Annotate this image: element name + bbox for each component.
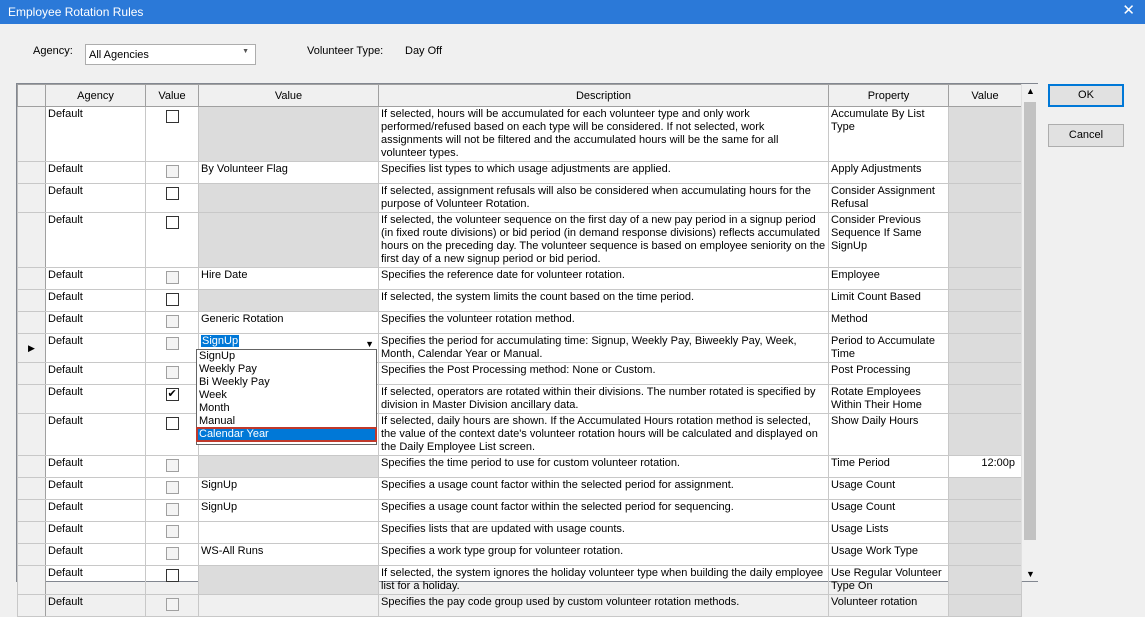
- row-selector[interactable]: [18, 456, 46, 478]
- row-selector[interactable]: [18, 312, 46, 334]
- agency-cell[interactable]: Default: [46, 107, 146, 162]
- value-cell[interactable]: [199, 107, 379, 162]
- value-checkbox-cell[interactable]: [146, 544, 199, 566]
- row-selector[interactable]: [18, 268, 46, 290]
- value-checkbox-cell[interactable]: [146, 566, 199, 595]
- description-cell: Specifies the reference date for volunteer rotation.: [379, 268, 829, 290]
- value-checkbox-cell[interactable]: [146, 595, 199, 617]
- row-selector[interactable]: [18, 184, 46, 213]
- table-row[interactable]: [18, 500, 1022, 522]
- close-icon[interactable]: ✕: [1122, 2, 1135, 19]
- agency-cell[interactable]: Default: [46, 522, 146, 544]
- property-cell: Post Processing: [829, 363, 949, 385]
- table-row[interactable]: [18, 334, 1022, 363]
- value-checkbox[interactable]: [166, 366, 179, 379]
- cancel-button[interactable]: Cancel: [1048, 124, 1124, 147]
- value-checkbox[interactable]: [166, 598, 179, 611]
- property-cell: Method: [829, 312, 949, 334]
- agency-label: Agency:: [33, 45, 73, 57]
- column-header-agency[interactable]: Agency: [46, 85, 146, 107]
- table-row[interactable]: [18, 213, 1022, 268]
- agency-cell[interactable]: Default: [46, 414, 146, 456]
- agency-cell[interactable]: Default: [46, 162, 146, 184]
- value-checkbox[interactable]: [166, 459, 179, 472]
- description-cell: Specifies the time period to use for custom volunteer rotation.: [379, 456, 829, 478]
- value-cell[interactable]: [199, 312, 379, 334]
- property-cell: Employee: [829, 268, 949, 290]
- title-bar: [0, 0, 1145, 24]
- value-checkbox[interactable]: [166, 481, 179, 494]
- agency-cell[interactable]: Default: [46, 500, 146, 522]
- property-value-cell[interactable]: 12:00p: [949, 456, 1022, 478]
- table-row[interactable]: [18, 385, 1022, 414]
- property-value-cell[interactable]: [949, 544, 1022, 566]
- description-cell: If selected, daily hours are shown. If the Accumulated Hours rotation method is selected, the value of the context date's volunteer rotation hours will be calculated and displayed on the Daily Employee List screen.: [379, 414, 829, 456]
- table-row[interactable]: [18, 414, 1022, 456]
- property-cell: Consider Previous Sequence If Same SignUp: [829, 213, 949, 268]
- value-cell[interactable]: [199, 162, 379, 184]
- value-checkbox[interactable]: [166, 187, 179, 200]
- description-cell: If selected, the system limits the count based on the time period.: [379, 290, 829, 312]
- value-checkbox[interactable]: [166, 293, 179, 306]
- dropdown-option[interactable]: SignUp: [199, 350, 236, 362]
- value-checkbox-cell[interactable]: [146, 478, 199, 500]
- property-value-cell[interactable]: [949, 478, 1022, 500]
- property-value-cell[interactable]: [949, 268, 1022, 290]
- description-cell: If selected, the volunteer sequence on the first day of a new pay period in a signup period (in fixed route divisions) or bid period (in demand response divisions) reflects accumulated hours on the preceding day. The volunteer sequence is based on employee seniority on the first day of a new signup period or bid period.: [379, 213, 829, 268]
- row-selector[interactable]: [18, 522, 46, 544]
- property-value-cell[interactable]: [949, 414, 1022, 456]
- property-cell: Apply Adjustments: [829, 162, 949, 184]
- value-checkbox-cell[interactable]: [146, 385, 199, 414]
- description-cell: Specifies lists that are updated with usage counts.: [379, 522, 829, 544]
- table-row[interactable]: [18, 566, 1022, 595]
- table-row[interactable]: [18, 268, 1022, 290]
- row-selector[interactable]: [18, 334, 46, 363]
- value-cell-text: Generic Rotation: [201, 313, 284, 325]
- row-selector[interactable]: [18, 544, 46, 566]
- description-cell: Specifies the pay code group used by custom volunteer rotation methods.: [379, 595, 829, 617]
- current-row-icon: ▶: [28, 342, 35, 353]
- property-value-cell[interactable]: [949, 566, 1022, 595]
- property-value-cell[interactable]: [949, 595, 1022, 617]
- row-selector[interactable]: [18, 363, 46, 385]
- value-cell-text: Hire Date: [201, 269, 248, 281]
- value-checkbox-cell[interactable]: [146, 522, 199, 544]
- table-row[interactable]: [18, 544, 1022, 566]
- property-value-cell[interactable]: [949, 334, 1022, 363]
- value-checkbox[interactable]: [166, 547, 179, 560]
- value-checkbox[interactable]: [166, 315, 179, 328]
- value-checkbox-cell[interactable]: [146, 334, 199, 363]
- checkmark-icon: ✔: [167, 388, 177, 400]
- dropdown-option[interactable]: Week: [199, 389, 227, 401]
- header-row: [18, 85, 1022, 107]
- value-cell[interactable]: [199, 268, 379, 290]
- value-cell[interactable]: [199, 544, 379, 566]
- agency-cell[interactable]: Default: [46, 385, 146, 414]
- value-checkbox[interactable]: [166, 569, 179, 582]
- property-cell: Use Regular Volunteer Type On: [829, 566, 949, 595]
- value-checkbox[interactable]: [166, 388, 179, 401]
- dropdown-option[interactable]: Calendar Year: [197, 428, 376, 441]
- property-cell: Show Daily Hours: [829, 414, 949, 456]
- column-header-value-checkbox[interactable]: Value: [146, 85, 199, 107]
- value-cell[interactable]: [199, 213, 379, 268]
- description-cell: Specifies the period for accumulating time: Signup, Weekly Pay, Biweekly Pay, Week, Month, Calendar Year or Manual.: [379, 334, 829, 363]
- value-cell[interactable]: [199, 522, 379, 544]
- agency-cell[interactable]: Default: [46, 334, 146, 363]
- property-cell: Time Period: [829, 456, 949, 478]
- property-value-cell[interactable]: [949, 162, 1022, 184]
- value-cell-text: SignUp: [201, 501, 238, 513]
- value-cell[interactable]: [199, 184, 379, 213]
- property-cell: Usage Lists: [829, 522, 949, 544]
- property-cell: Accumulate By List Type: [829, 107, 949, 162]
- value-checkbox-cell[interactable]: [146, 312, 199, 334]
- value-checkbox-cell[interactable]: [146, 456, 199, 478]
- vertical-scrollbar[interactable]: [1021, 84, 1038, 581]
- period-dropdown-list[interactable]: [196, 349, 377, 445]
- agency-cell[interactable]: Default: [46, 290, 146, 312]
- description-cell: Specifies the volunteer rotation method.: [379, 312, 829, 334]
- window-title: Employee Rotation Rules: [8, 5, 144, 19]
- property-cell: Usage Count: [829, 500, 949, 522]
- scroll-up-icon[interactable]: ▲: [1026, 86, 1035, 96]
- value-checkbox-cell[interactable]: [146, 363, 199, 385]
- value-checkbox[interactable]: [166, 525, 179, 538]
- row-selector[interactable]: [18, 162, 46, 184]
- table-row[interactable]: [18, 595, 1022, 617]
- value-checkbox[interactable]: [166, 216, 179, 229]
- table-row[interactable]: [18, 162, 1022, 184]
- value-checkbox-cell[interactable]: [146, 500, 199, 522]
- value-cell[interactable]: [199, 456, 379, 478]
- value-cell[interactable]: [199, 290, 379, 312]
- value-checkbox-cell[interactable]: [146, 290, 199, 312]
- volunteer-type-label: Volunteer Type:: [307, 45, 384, 57]
- value-checkbox-cell[interactable]: [146, 213, 199, 268]
- agency-select[interactable]: [85, 44, 256, 65]
- property-value-cell[interactable]: [949, 184, 1022, 213]
- description-cell: Specifies a usage count factor within the selected period for assignment.: [379, 478, 829, 500]
- value-cell[interactable]: [199, 566, 379, 595]
- property-value-cell[interactable]: [949, 522, 1022, 544]
- dropdown-option[interactable]: Bi Weekly Pay: [199, 376, 270, 388]
- row-selector[interactable]: [18, 566, 46, 595]
- table-row[interactable]: [18, 363, 1022, 385]
- rules-table: [17, 84, 1022, 617]
- row-selector[interactable]: [18, 107, 46, 162]
- value-checkbox[interactable]: [166, 165, 179, 178]
- row-selector[interactable]: [18, 385, 46, 414]
- property-value-cell[interactable]: [949, 385, 1022, 414]
- value-cell[interactable]: [199, 595, 379, 617]
- table-row[interactable]: [18, 312, 1022, 334]
- value-checkbox-cell[interactable]: [146, 162, 199, 184]
- value-checkbox[interactable]: [166, 110, 179, 123]
- column-header-property[interactable]: Property: [829, 85, 949, 107]
- property-cell: Rotate Employees Within Their Home: [829, 385, 949, 414]
- table-row[interactable]: [18, 107, 1022, 162]
- property-cell: Volunteer rotation: [829, 595, 949, 617]
- agency-cell[interactable]: Default: [46, 544, 146, 566]
- property-cell: Consider Assignment Refusal: [829, 184, 949, 213]
- row-selector[interactable]: [18, 213, 46, 268]
- value-checkbox[interactable]: [166, 271, 179, 284]
- scroll-down-icon[interactable]: ▼: [1026, 569, 1035, 579]
- value-cell-text: WS-All Runs: [201, 545, 264, 557]
- agency-cell[interactable]: Default: [46, 268, 146, 290]
- row-selector[interactable]: [18, 595, 46, 617]
- dropdown-option[interactable]: Month: [199, 402, 230, 414]
- value-checkbox[interactable]: [166, 337, 179, 350]
- scroll-thumb[interactable]: [1024, 102, 1036, 540]
- value-cell[interactable]: [199, 500, 379, 522]
- property-value-cell[interactable]: [949, 312, 1022, 334]
- value-checkbox[interactable]: [166, 417, 179, 430]
- table-row[interactable]: [18, 522, 1022, 544]
- value-cell-text: SignUp: [201, 479, 238, 491]
- dropdown-option[interactable]: Manual: [199, 415, 236, 427]
- row-selector[interactable]: [18, 290, 46, 312]
- agency-cell[interactable]: Default: [46, 312, 146, 334]
- value-checkbox-cell[interactable]: [146, 184, 199, 213]
- row-selector-header: [18, 85, 46, 107]
- dropdown-option[interactable]: Weekly Pay: [199, 363, 257, 375]
- row-selector[interactable]: [18, 500, 46, 522]
- row-selector[interactable]: [18, 478, 46, 500]
- description-cell: If selected, hours will be accumulated for each volunteer type and only work performed/refused based on each type will be considered. If not selected, work assignments will not be filtered and the accumulated hours will be the same for all volunteer types.: [379, 107, 829, 162]
- property-value-cell[interactable]: [949, 290, 1022, 312]
- volunteer-type-value: Day Off: [405, 45, 443, 57]
- row-selector[interactable]: [18, 414, 46, 456]
- property-value-cell[interactable]: [949, 107, 1022, 162]
- table-row[interactable]: [18, 478, 1022, 500]
- property-cell: Period to Accumulate Time: [829, 334, 949, 363]
- table-row[interactable]: [18, 184, 1022, 213]
- description-cell: Specifies a usage count factor within the selected period for sequencing.: [379, 500, 829, 522]
- agency-cell[interactable]: Default: [46, 213, 146, 268]
- description-cell: Specifies list types to which usage adjustments are applied.: [379, 162, 829, 184]
- agency-cell[interactable]: Default: [46, 478, 146, 500]
- value-checkbox-cell[interactable]: [146, 268, 199, 290]
- column-header-value[interactable]: Value: [199, 85, 379, 107]
- table-row[interactable]: [18, 290, 1022, 312]
- property-value-cell[interactable]: [949, 500, 1022, 522]
- table-row[interactable]: [18, 456, 1022, 478]
- property-cell: Usage Count: [829, 478, 949, 500]
- value-cell-editor-text[interactable]: SignUp: [202, 335, 239, 347]
- rules-grid[interactable]: [16, 83, 1038, 608]
- value-cell[interactable]: [199, 478, 379, 500]
- agency-cell[interactable]: Default: [46, 456, 146, 478]
- value-cell-text: By Volunteer Flag: [201, 163, 288, 175]
- agency-select-value: All Agencies: [89, 49, 149, 61]
- agency-cell[interactable]: Default: [46, 566, 146, 595]
- description-cell: If selected, assignment refusals will also be considered when accumulating hours for the purpose of Volunteer Rotation.: [379, 184, 829, 213]
- chevron-down-icon[interactable]: ▼: [365, 339, 374, 349]
- value-checkbox-cell[interactable]: [146, 414, 199, 456]
- ok-button[interactable]: OK: [1048, 84, 1124, 107]
- agency-cell[interactable]: Default: [46, 595, 146, 617]
- agency-cell[interactable]: Default: [46, 363, 146, 385]
- description-cell: Specifies a work type group for volunteer rotation.: [379, 544, 829, 566]
- description-cell: Specifies the Post Processing method: None or Custom.: [379, 363, 829, 385]
- description-cell: If selected, the system ignores the holiday volunteer type when building the daily employee list for a holiday.: [379, 566, 829, 595]
- agency-cell[interactable]: Default: [46, 184, 146, 213]
- column-header-description[interactable]: Description: [379, 85, 829, 107]
- property-cell: Limit Count Based: [829, 290, 949, 312]
- value-checkbox-cell[interactable]: [146, 107, 199, 162]
- column-header-value-right[interactable]: Value: [949, 85, 1022, 107]
- description-cell: If selected, operators are rotated within their divisions. The number rotated is specified by division in Master Division ancillary data.: [379, 385, 829, 414]
- property-value-cell[interactable]: [949, 363, 1022, 385]
- property-cell: Usage Work Type: [829, 544, 949, 566]
- property-value-cell[interactable]: [949, 213, 1022, 268]
- chevron-down-icon[interactable]: ▼: [242, 48, 249, 55]
- value-checkbox[interactable]: [166, 503, 179, 516]
